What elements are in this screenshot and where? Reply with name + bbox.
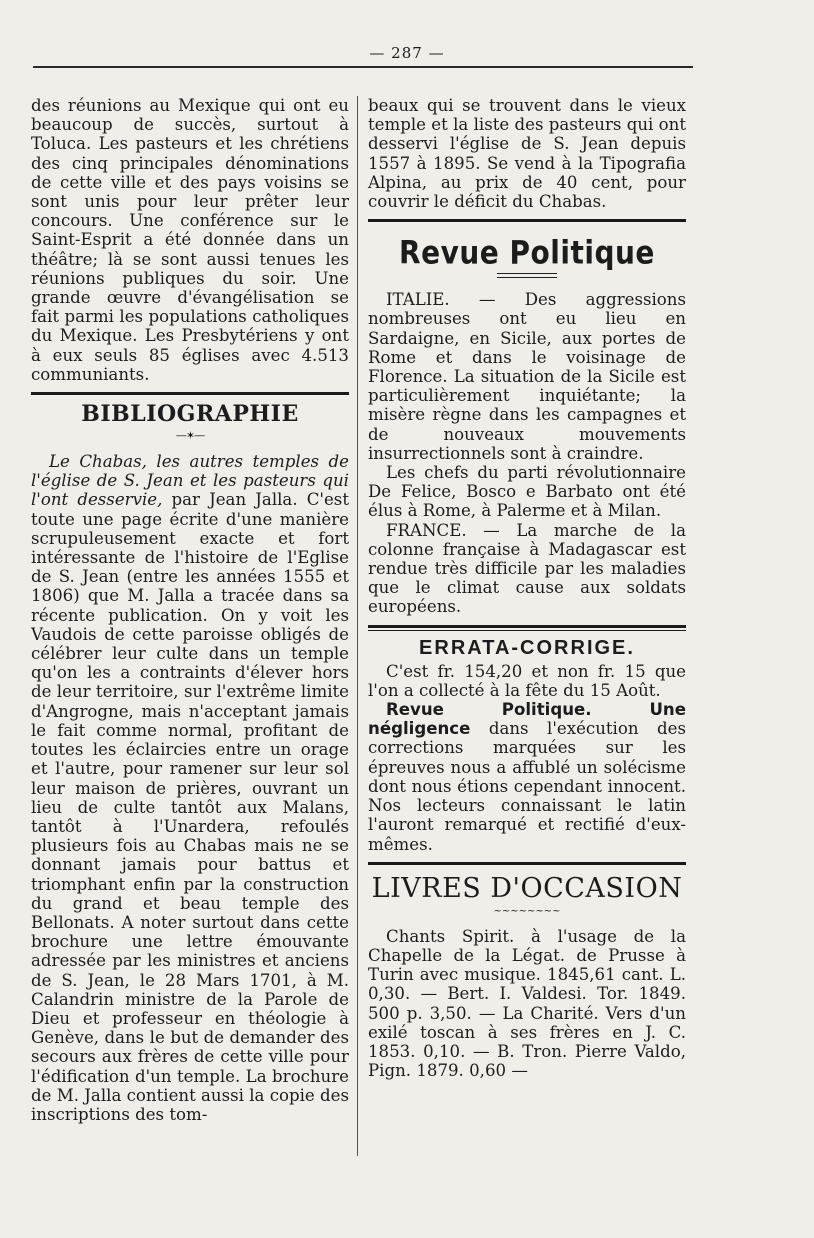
livres-paragraph: Chants Spirit. à l'usage de la Chapelle de la Légat. de Prusse à Turin avec musique. 1845,61 cant. L. 0,30. — Bert. I. Valdesi. Tor. 1849. 500 p. 3,50. — La Charité. Vers d'un exilé toscan à ses frères en J. C. 1853. 0,10. — B. Tron. Pierre Valdo, Pign. 1879. 0,60 — bbox=[368, 926, 686, 1081]
revue-ornament bbox=[497, 273, 557, 278]
bibliographie-body: par Jean Jalla. C'est toute une page écrite d'une manière scrupuleusement exacte et fort intéressante de l'histoire de l'Eglise de S. Jean (entre les années 1555 et 1806) que M. Jalla a tracée dans sa récente publication. On y voit les Vaudois de cette paroisse obligés de célébrer leur culte dans un temple qu'on les a contraints d'élever hors de leur territoire, sur l'extrême limite d'Angrogne, mais n'acceptant jamais le fait comme normal, profitant de toutes les éclaircies entre un orage et l'autre, pour ramener sur leur sol leur maison de prières, ouvrant un lieu de culte tantôt aux Malans, tantôt à l'Unardera, refoulés plusieurs fois au Chabas mais ne se donnant jamais pour battus et triomphant enfin par la construction du grand et beau temple des Bellonats. A noter surtout dans cette brochure une lettre émouvante adressée par les ministres et anciens de S. Jean, le 28 Mars 1701, à M. Calandrin ministre de la Parole de Dieu et professeur en théologie à Genève, dans le but de demander des secours aux frères de cette ville pour l'édification d'un temple. La brochure de M. Jalla contient aussi la copie des inscriptions des tom- bbox=[31, 490, 349, 1124]
book-title: Le Chabas, les autres temples de l'église de S. Jean et les pasteurs qui l'ont desservie, bbox=[31, 452, 349, 510]
revue-politique-heading: Revue Politique bbox=[399, 233, 655, 272]
errata-paragraph-2 bbox=[368, 700, 686, 854]
bibliographie-paragraph bbox=[31, 452, 349, 1124]
bibliographie-ornament: —✶— bbox=[175, 429, 205, 443]
livres-ornament: ~~~~~~~~ bbox=[493, 905, 561, 917]
chefs-paragraph: Les chefs du parti révolutionnaire De Felice, Bosco e Barbato ont été élus à Rome, à Palerme et à Milan. bbox=[368, 463, 686, 521]
mexique-paragraph: des réunions au Mexique qui ont eu beaucoup de succès, surtout à Toluca. Les pasteurs et les chrétiens des cinq principales dénominations de cette ville et des pays voisins se sont unis pour leur prêter leur concours. Une conférence sur le Saint-Esprit a été donnée dans un théâtre; là se sont aussi tenues les réunions publiques du soir. Une grande œuvre d'évangélisation se fait parmi les populations catholiques du Mexique. Les Presbytériens y ont à eux seuls 85 églises avec 4.513 communiants. bbox=[31, 96, 349, 384]
left-column bbox=[31, 96, 349, 1124]
bibliographie-heading: BIBLIOGRAPHIE bbox=[81, 401, 299, 428]
section-rule bbox=[31, 392, 349, 395]
france-paragraph: FRANCE. — La marche de la colonne française à Madagascar est rendue très difficile par les maladies que le climat cause aux soldats européens. bbox=[368, 520, 686, 617]
section-rule bbox=[368, 219, 686, 222]
errata-paragraph: C'est fr. 154,20 et non fr. 15 que l'on a collecté à la fête du 15 Août. bbox=[368, 661, 686, 700]
page-number: — 287 — bbox=[369, 44, 445, 62]
section-rule bbox=[368, 625, 686, 631]
continued-paragraph: beaux qui se trouvent dans le vieux temple et la liste des pasteurs qui ont desservi l'église de S. Jean depuis 1557 à 1895. Se vend à la Tipografia Alpina, au prix de 40 cent, pour couvrir le déficit du Chabas. bbox=[368, 96, 686, 212]
errata-body: dans l'exécution des corrections marquées sur les épreuves nous a affublé un solécisme dont nous étions cependant innocent. Nos lecteurs connaissant le latin l'auront remarqué et rectifié d'eux-mêmes. bbox=[368, 719, 686, 854]
italie-paragraph: ITALIE. — Des aggressions nombreuses ont eu lieu en Sardaigne, en Sicile, aux portes de Rome et dans le voisinage de Florence. La situation de la Sicile est particulièrement inquiétante; la misère règne dans les campagnes et de nouveaux mouvements insurrectionnels sont à craindre. bbox=[368, 290, 686, 463]
livres-heading: LIVRES D'OCCASION bbox=[371, 872, 683, 904]
column-divider bbox=[357, 96, 358, 1156]
errata-heading: ERRATA-CORRIGE. bbox=[419, 636, 635, 659]
section-rule bbox=[368, 862, 686, 865]
errata-bold-phrase: Revue Politique. Une négligence bbox=[368, 700, 686, 739]
header-rule bbox=[33, 66, 693, 68]
right-column bbox=[368, 96, 686, 1080]
